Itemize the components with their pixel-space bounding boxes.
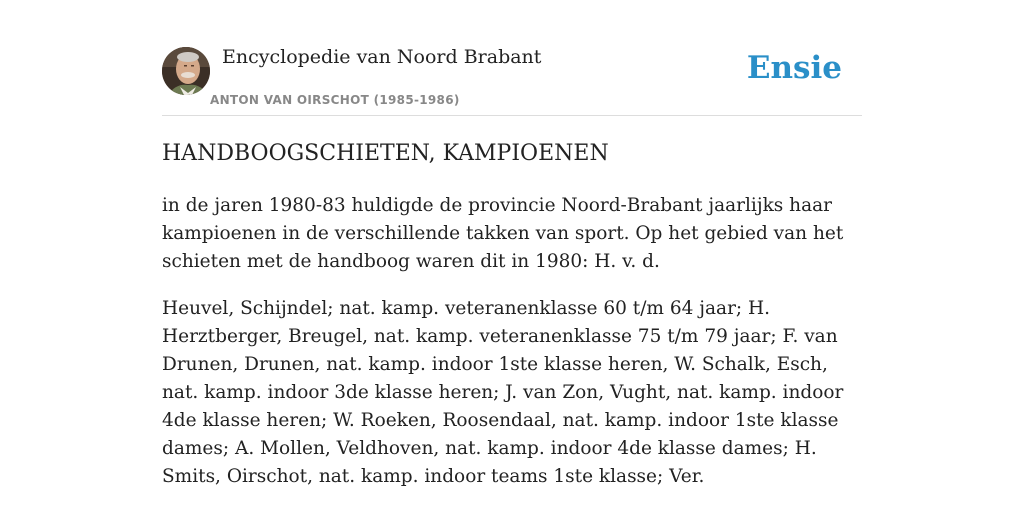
author-name[interactable]: ANTON VAN OIRSCHOT (1985-1986) [210, 93, 460, 107]
source-header [162, 46, 862, 116]
ensie-logo[interactable]: Ensie [746, 50, 842, 86]
article-paragraph-1: in de jaren 1980-83 huldigde de provincie Noord-Brabant jaarlijks haar kampioenen in de verschillende takken van sport. Op het gebied van het schieten met de handboog waren dit in 1980: H. v. d. [162, 195, 844, 272]
author-avatar [162, 47, 210, 95]
portrait-photo-icon [162, 47, 210, 95]
source-title[interactable]: Encyclopedie van Noord Brabant [222, 46, 542, 68]
header-divider [162, 115, 862, 116]
article-title: HANDBOOGSCHIETEN, KAMPIOENEN [162, 141, 609, 166]
article-paragraph-2: Heuvel, Schijndel; nat. kamp. veteranenklasse 60 t/m 64 jaar; H. Herztberger, Breugel, nat. kamp. veteranenklasse 75 t/m 79 jaar; F. van Drunen, Drunen, nat. kamp. indoor 1ste klasse heren, W. Schalk, Esch, nat. kamp. indoor 3de klasse heren; J. van Zon, Vught, nat. kamp. indoor 4de klasse heren; W. Roeken, Roosendaal, nat. kamp. indoor 1ste klasse dames; A. Mollen, Veldhoven, nat. kamp. indoor 4de klasse dames; H. Smits, Oirschot, nat. kamp. indoor teams 1ste klasse; Ver. [162, 298, 844, 487]
